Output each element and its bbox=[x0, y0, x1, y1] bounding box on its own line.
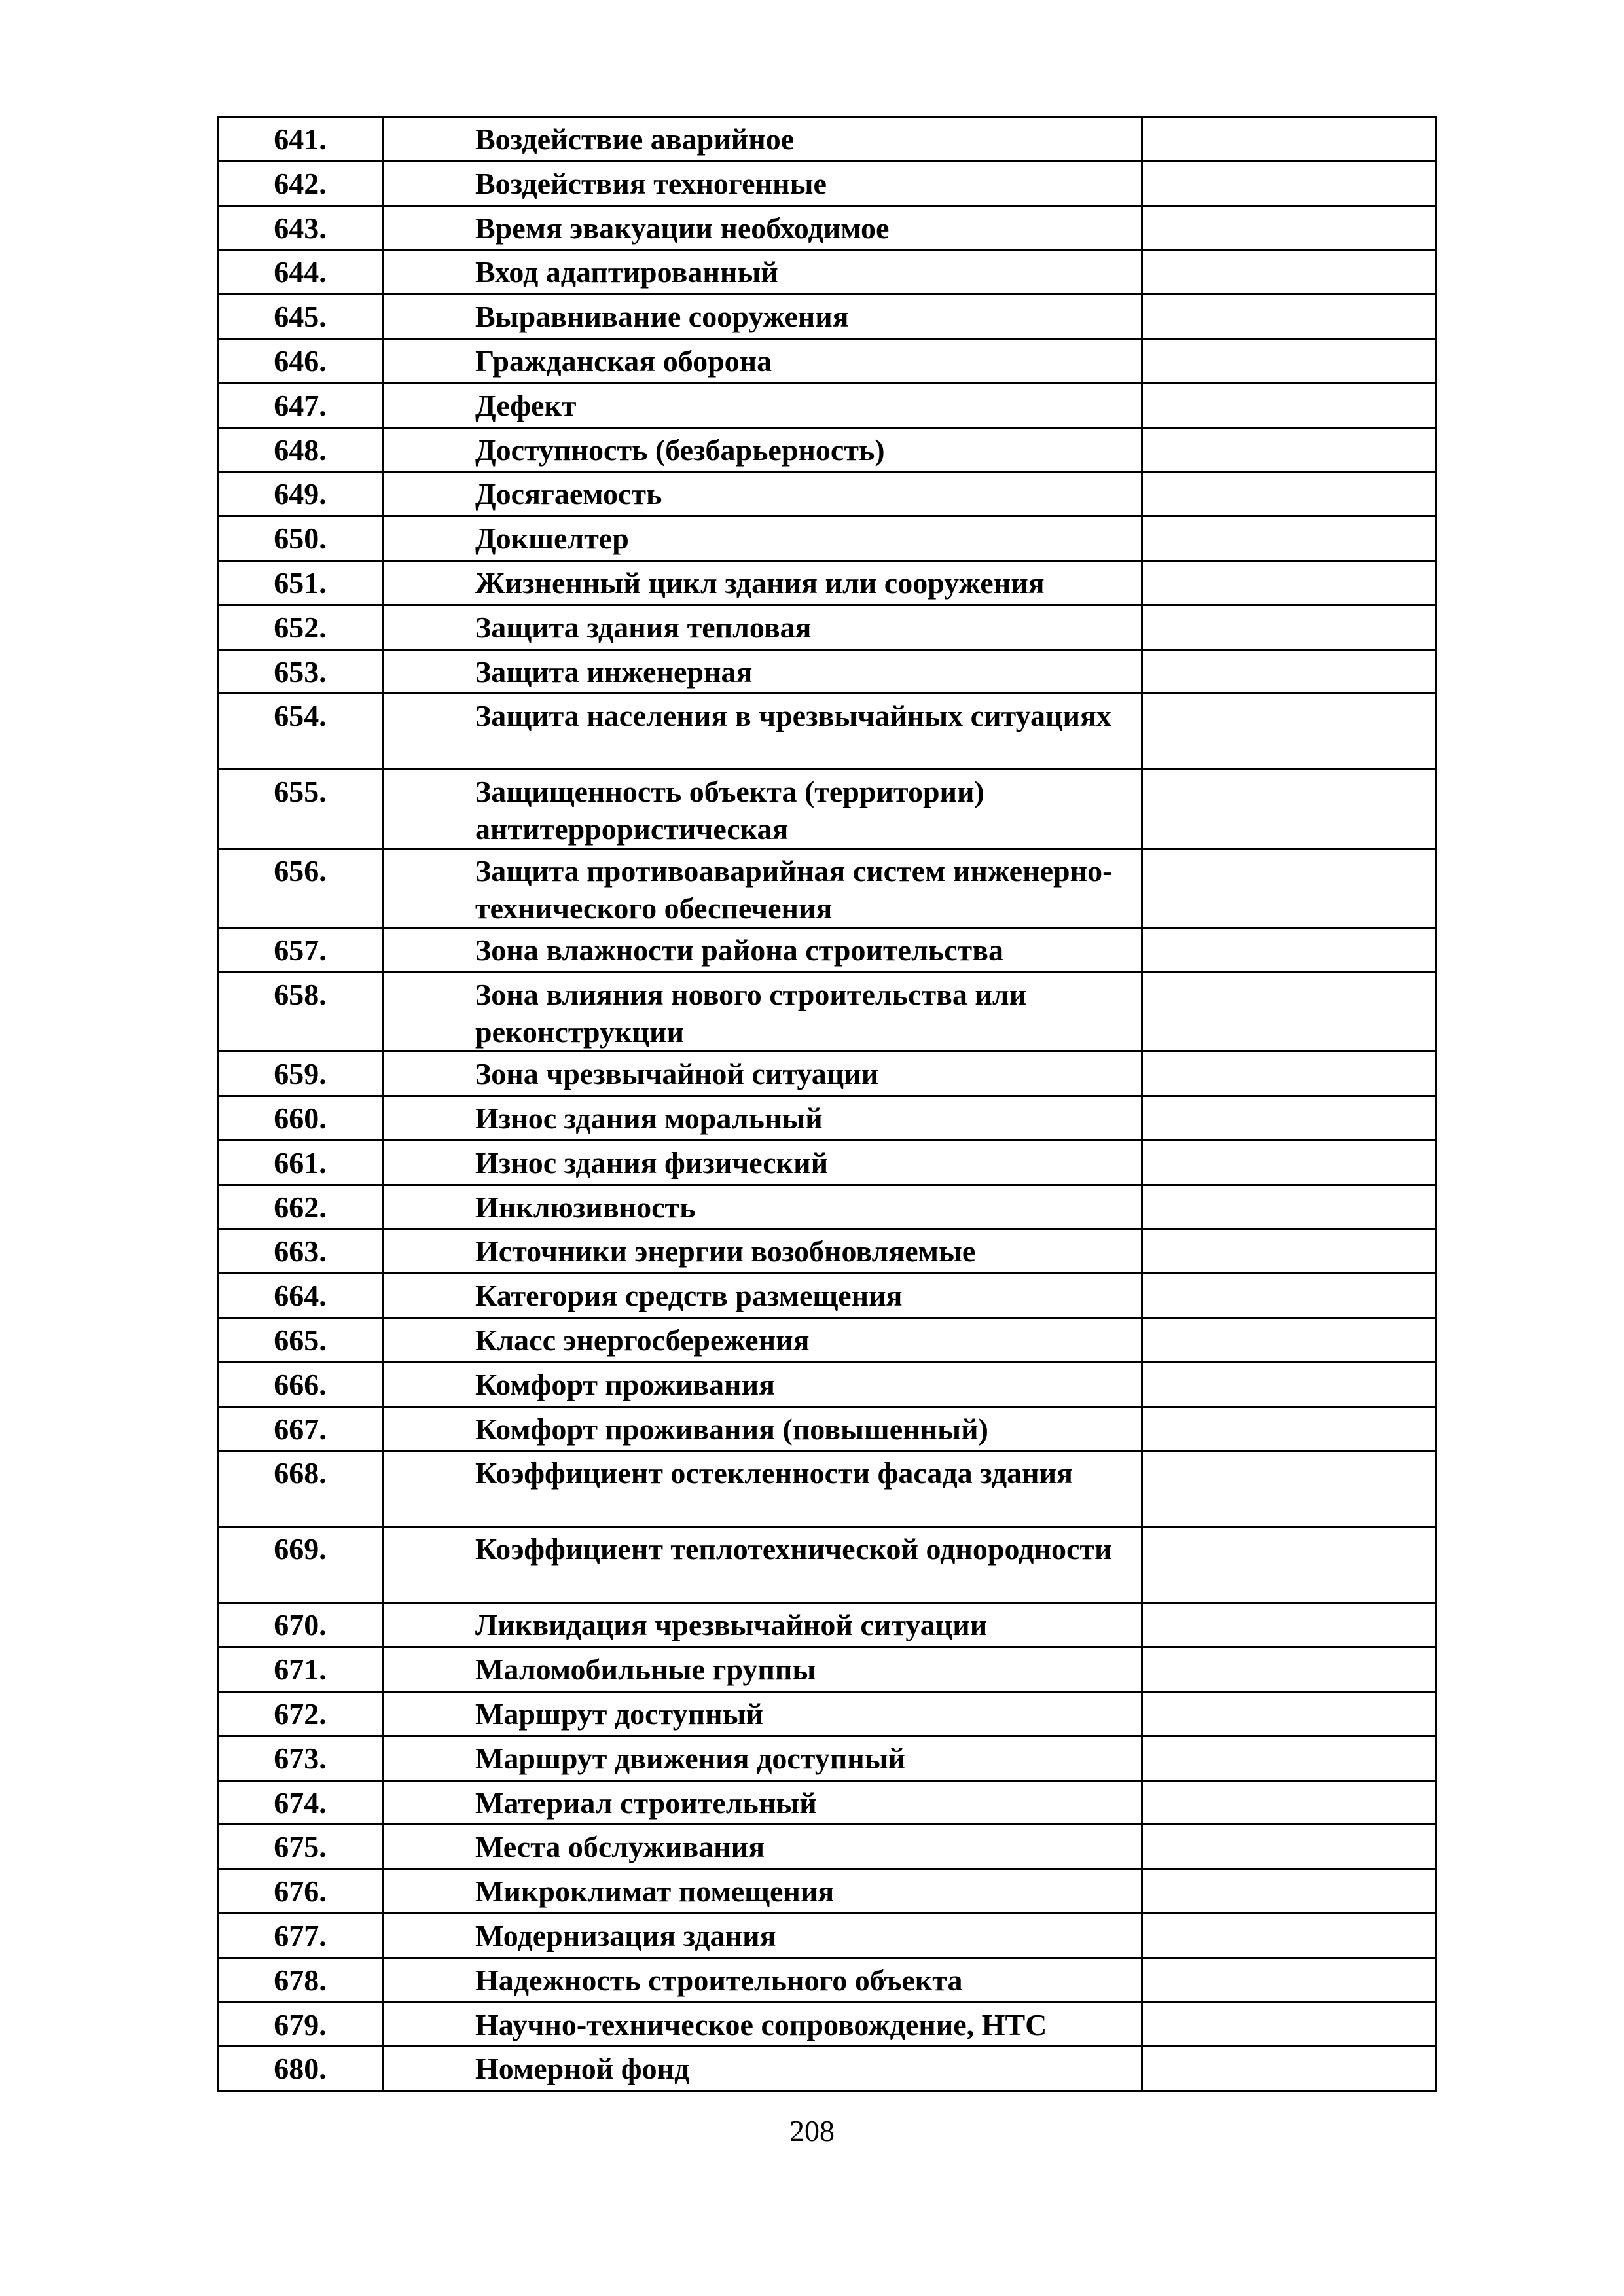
empty-cell bbox=[1142, 694, 1437, 770]
table-row bbox=[218, 383, 1437, 427]
empty-cell bbox=[1142, 472, 1437, 516]
empty-cell bbox=[1142, 1913, 1437, 1958]
table-row bbox=[218, 1603, 1437, 1647]
table-row bbox=[218, 516, 1437, 561]
empty-cell bbox=[1142, 1603, 1437, 1647]
empty-cell bbox=[1142, 1318, 1437, 1362]
table-row bbox=[218, 1736, 1437, 1780]
term-text: Износ здания физический bbox=[383, 1140, 1142, 1185]
empty-cell bbox=[1142, 1736, 1437, 1780]
empty-cell bbox=[1142, 1185, 1437, 1229]
empty-cell bbox=[1142, 117, 1437, 162]
row-number: 664. bbox=[218, 1274, 383, 1318]
row-number: 669. bbox=[218, 1527, 383, 1603]
term-text: Зона влияния нового строительства или реконструкции bbox=[383, 973, 1142, 1052]
row-number: 657. bbox=[218, 928, 383, 973]
term-text: Защита здания тепловая bbox=[383, 605, 1142, 649]
table-row bbox=[218, 295, 1437, 339]
term-text: Время эвакуации необходимое bbox=[383, 206, 1142, 250]
row-number: 654. bbox=[218, 694, 383, 770]
row-number: 641. bbox=[218, 117, 383, 162]
row-number: 674. bbox=[218, 1780, 383, 1825]
table-row bbox=[218, 117, 1437, 162]
empty-cell bbox=[1142, 338, 1437, 383]
empty-cell bbox=[1142, 973, 1437, 1052]
term-text: Материал строительный bbox=[383, 1780, 1142, 1825]
term-text: Инклюзивность bbox=[383, 1185, 1142, 1229]
empty-cell bbox=[1142, 206, 1437, 250]
term-text: Досягаемость bbox=[383, 472, 1142, 516]
row-number: 642. bbox=[218, 161, 383, 206]
empty-cell bbox=[1142, 516, 1437, 561]
term-text: Докшелтер bbox=[383, 516, 1142, 561]
term-text: Надежность строительного объекта bbox=[383, 1958, 1142, 2002]
empty-cell bbox=[1142, 1527, 1437, 1603]
term-text: Защищенность объекта (территории) антитеррористическая bbox=[383, 770, 1142, 849]
term-text: Воздействие аварийное bbox=[383, 117, 1142, 162]
table-row bbox=[218, 338, 1437, 383]
table-row bbox=[218, 1825, 1437, 1869]
row-number: 670. bbox=[218, 1603, 383, 1647]
row-number: 646. bbox=[218, 338, 383, 383]
table-row bbox=[218, 928, 1437, 973]
table-row bbox=[218, 605, 1437, 649]
empty-cell bbox=[1142, 560, 1437, 605]
row-number: 656. bbox=[218, 849, 383, 928]
term-text: Комфорт проживания (повышенный) bbox=[383, 1407, 1142, 1451]
empty-cell bbox=[1142, 2047, 1437, 2091]
table-row bbox=[218, 472, 1437, 516]
empty-cell bbox=[1142, 161, 1437, 206]
table-row bbox=[218, 206, 1437, 250]
row-number: 645. bbox=[218, 295, 383, 339]
term-text: Гражданская оборона bbox=[383, 338, 1142, 383]
empty-cell bbox=[1142, 1958, 1437, 2002]
table-row bbox=[218, 1913, 1437, 1958]
empty-cell bbox=[1142, 1274, 1437, 1318]
table-row bbox=[218, 1451, 1437, 1527]
row-number: 666. bbox=[218, 1362, 383, 1407]
row-number: 647. bbox=[218, 383, 383, 427]
row-number: 650. bbox=[218, 516, 383, 561]
term-text: Жизненный цикл здания или сооружения bbox=[383, 560, 1142, 605]
row-number: 677. bbox=[218, 1913, 383, 1958]
terms-table bbox=[217, 116, 1437, 2092]
empty-cell bbox=[1142, 605, 1437, 649]
empty-cell bbox=[1142, 1691, 1437, 1736]
empty-cell bbox=[1142, 1647, 1437, 1692]
table-row bbox=[218, 1407, 1437, 1451]
empty-cell bbox=[1142, 1825, 1437, 1869]
table-row bbox=[218, 2047, 1437, 2091]
row-number: 662. bbox=[218, 1185, 383, 1229]
row-number: 651. bbox=[218, 560, 383, 605]
table-row bbox=[218, 1318, 1437, 1362]
empty-cell bbox=[1142, 1780, 1437, 1825]
table-row bbox=[218, 1140, 1437, 1185]
term-text: Научно-техническое сопровождение, НТС bbox=[383, 2002, 1142, 2047]
empty-cell bbox=[1142, 1869, 1437, 1914]
term-text: Комфорт проживания bbox=[383, 1362, 1142, 1407]
empty-cell bbox=[1142, 1362, 1437, 1407]
term-text: Дефект bbox=[383, 383, 1142, 427]
table-row bbox=[218, 1869, 1437, 1914]
term-text: Выравнивание сооружения bbox=[383, 295, 1142, 339]
term-text: Модернизация здания bbox=[383, 1913, 1142, 1958]
term-text: Категория средств размещения bbox=[383, 1274, 1142, 1318]
term-text: Маршрут движения доступный bbox=[383, 1736, 1142, 1780]
table-row bbox=[218, 973, 1437, 1052]
table-row bbox=[218, 1647, 1437, 1692]
term-text: Маршрут доступный bbox=[383, 1691, 1142, 1736]
table-row bbox=[218, 560, 1437, 605]
row-number: 680. bbox=[218, 2047, 383, 2091]
row-number: 644. bbox=[218, 250, 383, 295]
row-number: 675. bbox=[218, 1825, 383, 1869]
table-row bbox=[218, 1691, 1437, 1736]
page-number: 208 bbox=[789, 2114, 835, 2147]
table-row bbox=[218, 1096, 1437, 1140]
empty-cell bbox=[1142, 2002, 1437, 2047]
term-text: Места обслуживания bbox=[383, 1825, 1142, 1869]
row-number: 672. bbox=[218, 1691, 383, 1736]
empty-cell bbox=[1142, 1407, 1437, 1451]
term-text: Маломобильные группы bbox=[383, 1647, 1142, 1692]
empty-cell bbox=[1142, 1052, 1437, 1096]
empty-cell bbox=[1142, 295, 1437, 339]
table-row bbox=[218, 1362, 1437, 1407]
table-row bbox=[218, 1527, 1437, 1603]
row-number: 673. bbox=[218, 1736, 383, 1780]
term-text: Класс энергосбережения bbox=[383, 1318, 1142, 1362]
table-row bbox=[218, 161, 1437, 206]
row-number: 652. bbox=[218, 605, 383, 649]
term-text: Ликвидация чрезвычайной ситуации bbox=[383, 1603, 1142, 1647]
row-number: 663. bbox=[218, 1229, 383, 1274]
empty-cell bbox=[1142, 427, 1437, 472]
row-number: 643. bbox=[218, 206, 383, 250]
table-row bbox=[218, 1274, 1437, 1318]
table-row bbox=[218, 1052, 1437, 1096]
row-number: 668. bbox=[218, 1451, 383, 1527]
empty-cell bbox=[1142, 1451, 1437, 1527]
term-text: Зона влажности района строительства bbox=[383, 928, 1142, 973]
term-text: Источники энергии возобновляемые bbox=[383, 1229, 1142, 1274]
row-number: 659. bbox=[218, 1052, 383, 1096]
row-number: 679. bbox=[218, 2002, 383, 2047]
empty-cell bbox=[1142, 250, 1437, 295]
table-row bbox=[218, 849, 1437, 928]
empty-cell bbox=[1142, 383, 1437, 427]
row-number: 671. bbox=[218, 1647, 383, 1692]
row-number: 649. bbox=[218, 472, 383, 516]
term-text: Доступность (безбарьерность) bbox=[383, 427, 1142, 472]
term-text: Вход адаптированный bbox=[383, 250, 1142, 295]
row-number: 658. bbox=[218, 973, 383, 1052]
row-number: 665. bbox=[218, 1318, 383, 1362]
empty-cell bbox=[1142, 649, 1437, 694]
row-number: 661. bbox=[218, 1140, 383, 1185]
table-row bbox=[218, 694, 1437, 770]
row-number: 667. bbox=[218, 1407, 383, 1451]
table-row bbox=[218, 250, 1437, 295]
empty-cell bbox=[1142, 1229, 1437, 1274]
term-text: Защита инженерная bbox=[383, 649, 1142, 694]
row-number: 648. bbox=[218, 427, 383, 472]
term-text: Номерной фонд bbox=[383, 2047, 1142, 2091]
table-row bbox=[218, 2002, 1437, 2047]
empty-cell bbox=[1142, 1140, 1437, 1185]
term-text: Зона чрезвычайной ситуации bbox=[383, 1052, 1142, 1096]
row-number: 678. bbox=[218, 1958, 383, 2002]
row-number: 660. bbox=[218, 1096, 383, 1140]
term-text: Воздействия техногенные bbox=[383, 161, 1142, 206]
empty-cell bbox=[1142, 849, 1437, 928]
term-text: Коэффициент теплотехнической однородности bbox=[383, 1527, 1142, 1603]
table-row bbox=[218, 770, 1437, 849]
term-text: Микроклимат помещения bbox=[383, 1869, 1142, 1914]
term-text: Износ здания моральный bbox=[383, 1096, 1142, 1140]
empty-cell bbox=[1142, 770, 1437, 849]
row-number: 655. bbox=[218, 770, 383, 849]
table-row bbox=[218, 427, 1437, 472]
term-text: Коэффициент остекленности фасада здания bbox=[383, 1451, 1142, 1527]
table-row bbox=[218, 1185, 1437, 1229]
table-row bbox=[218, 649, 1437, 694]
term-text: Защита противоаварийная систем инженерно-технического обеспечения bbox=[383, 849, 1142, 928]
empty-cell bbox=[1142, 928, 1437, 973]
term-text: Защита населения в чрезвычайных ситуациях bbox=[383, 694, 1142, 770]
row-number: 676. bbox=[218, 1869, 383, 1914]
row-number: 653. bbox=[218, 649, 383, 694]
table-row bbox=[218, 1229, 1437, 1274]
empty-cell bbox=[1142, 1096, 1437, 1140]
table-row bbox=[218, 1780, 1437, 1825]
table-row bbox=[218, 1958, 1437, 2002]
